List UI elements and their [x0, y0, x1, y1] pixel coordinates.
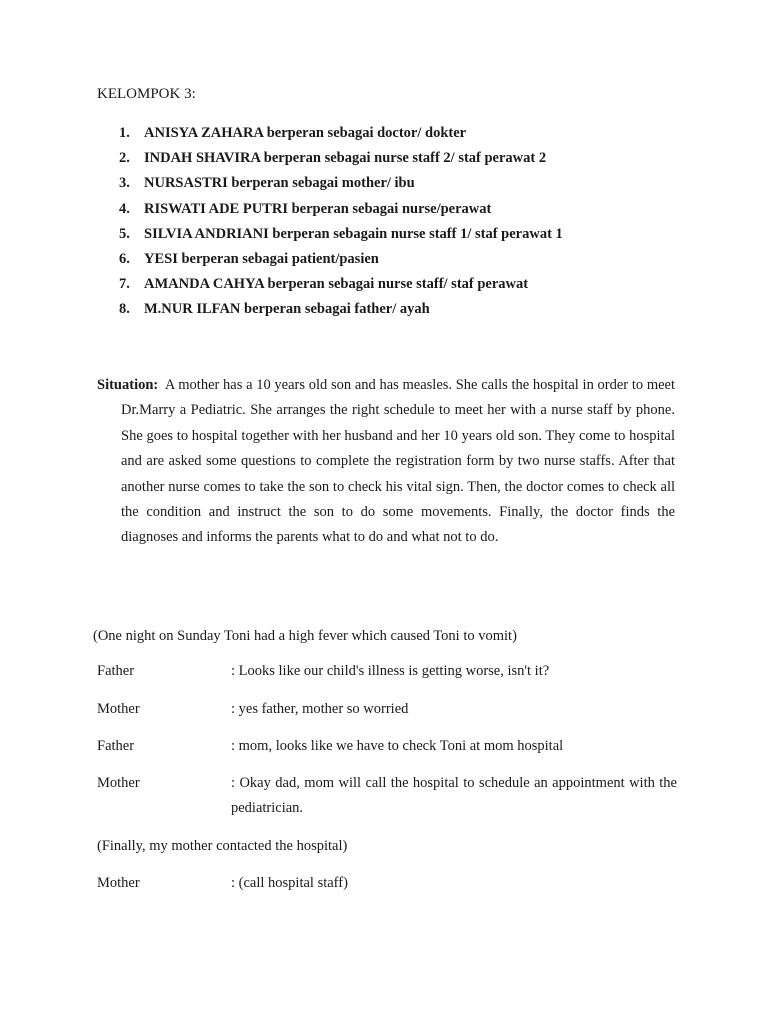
dialogue-line: [97, 659, 677, 684]
list-item: [100, 299, 563, 324]
speech-text: : mom, looks like we have to check Toni at mom hospital: [231, 738, 564, 754]
speaker-name: Mother: [97, 775, 140, 791]
speaker-name: Mother: [97, 701, 140, 717]
speaker-name: Father: [97, 738, 135, 754]
member-role: NURSASTRI berperan sebagai mother/ ibu: [144, 175, 415, 192]
list-number: 5.: [119, 225, 130, 242]
stage-direction: (One night on Sunday Toni had a high fever which caused Toni to vomit): [93, 628, 517, 644]
speaker-name: Father: [97, 663, 135, 679]
dialogue-line: [97, 697, 677, 722]
list-item: [100, 274, 563, 299]
dialogue-line: [97, 771, 677, 821]
speech-text: : (call hospital staff): [231, 875, 348, 891]
list-item: [100, 173, 563, 198]
dialogue-line: [97, 871, 677, 896]
member-role: ANISYA ZAHARA berperan sebagai doctor/ dokter: [144, 125, 467, 141]
member-list: [100, 123, 563, 325]
list-number: 6.: [119, 250, 130, 267]
speaker-name: Mother: [97, 875, 140, 891]
member-role: INDAH SHAVIRA berperan sebagai nurse staff 2/ staf perawat 2: [144, 150, 547, 167]
speech-text: : yes father, mother so worried: [231, 701, 409, 717]
dialogue-line: [97, 734, 677, 759]
member-role: SILVIA ANDRIANI berperan sebagain nurse staff 1/ staf perawat 1: [144, 225, 563, 242]
list-number: 8.: [119, 301, 130, 318]
list-number: 7.: [119, 276, 130, 293]
member-role: YESI berperan sebagai patient/pasien: [144, 250, 379, 267]
situation-label: Situation:: [97, 377, 159, 393]
list-item: [100, 224, 563, 249]
list-item: [100, 199, 563, 224]
list-number: 3.: [119, 175, 130, 192]
list-item: [100, 249, 563, 274]
speech-text: : Looks like our child's illness is getting worse, isn't it?: [231, 663, 550, 679]
list-number: 1.: [119, 125, 130, 141]
list-item: [100, 148, 563, 173]
member-role: AMANDA CAHYA berperan sebagai nurse staff/ staf perawat: [144, 276, 529, 293]
speech-text: : Okay dad, mom will call the hospital to schedule an appointment with the pediatrician.: [231, 775, 677, 816]
list-number: 4.: [119, 200, 130, 217]
stage-direction: (Finally, my mother contacted the hospital): [97, 838, 348, 854]
situation-paragraph: [97, 373, 675, 551]
member-role: RISWATI ADE PUTRI berperan sebagai nurse/perawat: [144, 200, 492, 217]
list-number: 2.: [119, 150, 130, 167]
group-title: KELOMPOK 3:: [97, 86, 196, 102]
member-role: M.NUR ILFAN berperan sebagai father/ ayah: [144, 301, 430, 318]
situation-text: A mother has a 10 years old son and has measles. She calls the hospital in order to meet Dr.Marry a Pediatric. She arranges the right schedule to meet her with a nurse staff by phone. She goes to hospital together with her husband and her 10 years old son. They come to hospital and are asked some questions to complete the registration form by two nurse staffs. After that another nurse comes to take the son to check his vital sign. Then, the doctor comes to check all the condition and instruct the son to do some movements. Finally, the doctor finds the diagnoses and informs the parents what to do and what not to do.: [121, 377, 675, 546]
list-item: [100, 123, 563, 148]
